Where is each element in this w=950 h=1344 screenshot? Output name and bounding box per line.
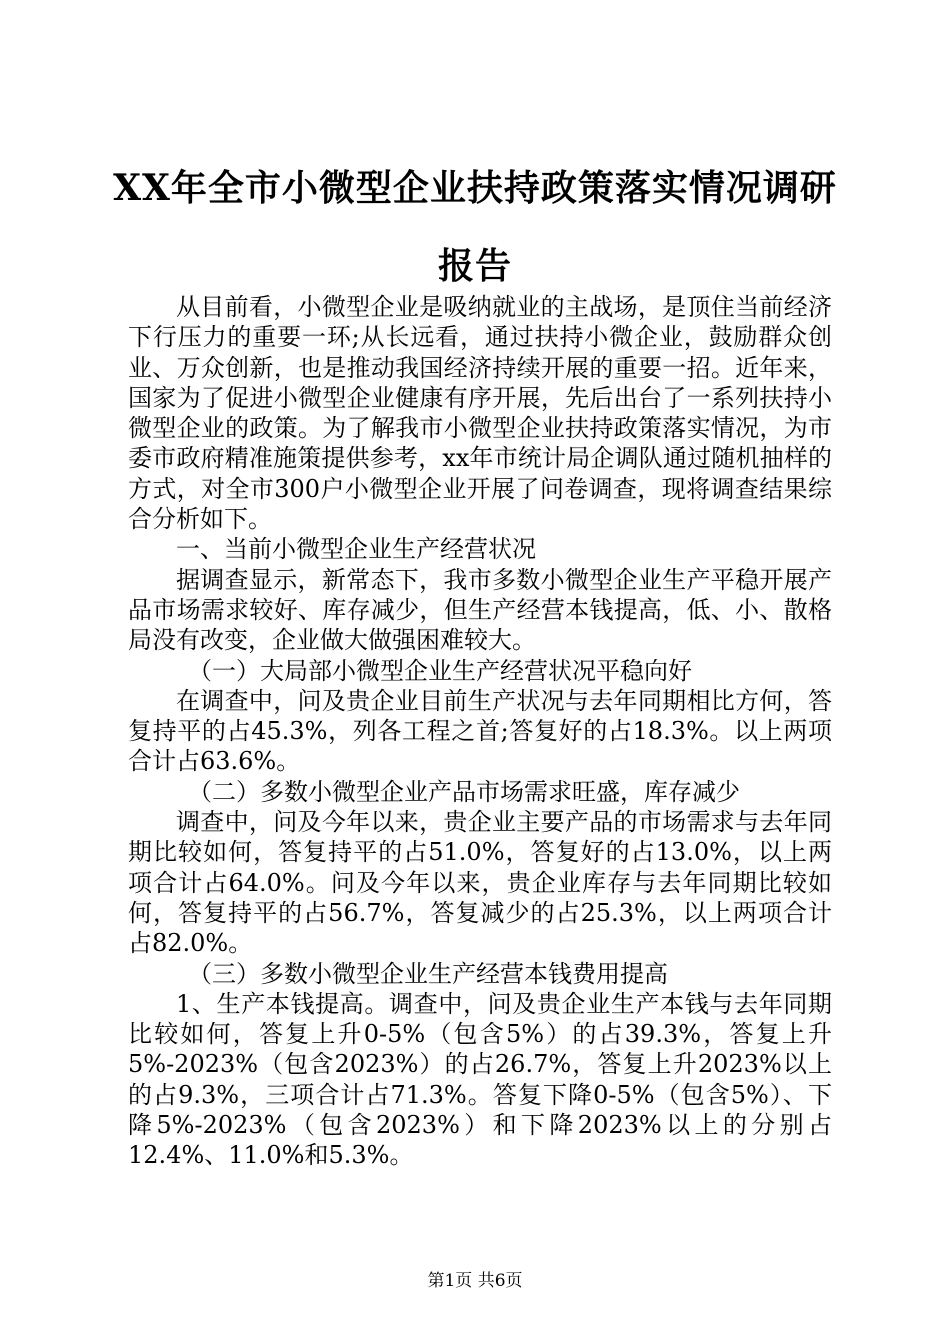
document-title-line-1: XX年全市小微型企业扶持政策落实情况调研 [113, 167, 837, 209]
document-title-line-2: 报告 [437, 245, 512, 287]
subsection-heading: （一）大局部小微型企业生产经营状况平稳向好 [188, 656, 692, 685]
page-number-footer: 第1页 共6页 [427, 1271, 523, 1291]
subsection-heading: （三）多数小微型企业生产经营本钱费用提高 [188, 959, 668, 988]
body-paragraph: 调查中，问及今年以来，贵企业主要产品的市场需求与去年同期比较如何，答复持平的占51.0%，答复好的占13.0%，以上两项合计占64.0%。问及今年以来，贵企业库存与去年同期比较如何，答复持平的占56.7%，答复减少的占25.3%，以上两项合计占82.0%。 [128, 808, 832, 958]
section-heading: 一、当前小微型企业生产经营状况 [176, 535, 536, 564]
body-paragraph: 在调查中，问及贵企业目前生产状况与去年同期相比方何，答复持平的占45.3%，列各工程之首;答复好的占18.3%。以上两项合计占63.6%。 [128, 686, 832, 776]
subsection-heading: （二）多数小微型企业产品市场需求旺盛，库存减少 [188, 777, 740, 806]
body-paragraph: 据调查显示，新常态下，我市多数小微型企业生产平稳开展产品市场需求较好、库存减少，但生产经营本钱提高，低、小、散格局没有改变，企业做大做强困难较大。 [128, 565, 832, 655]
document-body [128, 292, 832, 1171]
body-paragraph: 1、生产本钱提高。调查中，问及贵企业生产本钱与去年同期比较如何，答复上升0-5%（包含5%）的占39.3%，答复上升5%-2023%（包含2023%）的占26.7%，答复上升2023%以上的占9.3%，三项合计占71.3%。答复下降0-5%（包含5%）、下降5%-2023%（包含2023%）和下降2023%以上的分别占12.4%、11.0%和5.3%。 [128, 989, 832, 1170]
intro-paragraph: 从目前看，小微型企业是吸纳就业的主战场，是顶住当前经济下行压力的重要一环;从长远看，通过扶持小微企业，鼓励群众创业、万众创新，也是推动我国经济持续开展的重要一招。近年来，国家为了促进小微型企业健康有序开展，先后出台了一系列扶持小微型企业的政策。为了解我市小微型企业扶持政策落实情况，为市委市政府精准施策提供参考，xx年市统计局企调队通过随机抽样的方式，对全市300户小微型企业开展了问卷调查，现将调查结果综合分析如下。 [128, 293, 832, 534]
